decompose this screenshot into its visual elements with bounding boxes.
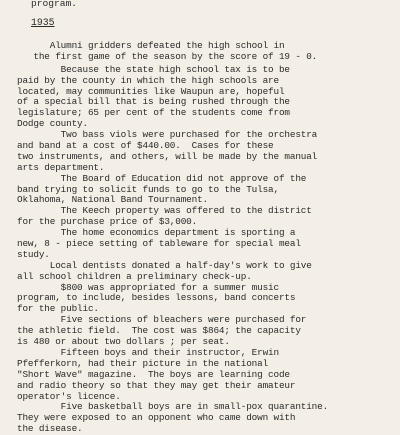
text-line: Fifteen boys and their instructor, Erwin [17, 346, 279, 358]
text-line: all school children a preliminary check-up. [17, 270, 252, 282]
text-line: arts department. [17, 161, 105, 173]
previous-page-fragment: program. [31, 0, 78, 9]
text-line: Alumni gridders defeated the high school in [17, 40, 285, 51]
text-line: legislature; 65 per cent of the students come from [17, 107, 290, 119]
text-line: the disease. [17, 423, 83, 435]
paragraph-dentists [17, 261, 400, 283]
paragraph-bass-viols [17, 130, 400, 174]
text-line: the first game of the season by the score of 19 - 0. [17, 50, 318, 62]
paragraph-summer-music [17, 283, 400, 316]
text-line: The Keech property was offered to the district [17, 205, 312, 217]
text-line: of a special bill that is being rushed through the [17, 96, 290, 108]
text-line: program, to include, besides lessons, band concerts [17, 292, 296, 304]
paragraph-quarantine [17, 402, 400, 435]
text-line: They were exposed to an opponent who came down with [17, 412, 296, 424]
text-line: "Short Wave" magazine. The boys are learning code [17, 368, 290, 380]
text-line: the athletic field. The cost was $864; the capacity [17, 325, 301, 337]
text-line: two instruments, and others, will be made by the manual [17, 150, 318, 162]
text-line: for the public. [17, 303, 99, 315]
paragraph-home-economics [17, 228, 400, 261]
text-line: study. [17, 248, 50, 260]
paragraph-alumni-game [17, 41, 400, 63]
text-line: Because the state high school tax is to be [17, 63, 290, 75]
text-line: and radio theory so that they may get their amateur [17, 379, 296, 391]
text-line: Two bass viols were purchased for the orchestra [17, 129, 318, 141]
document-body [17, 41, 400, 435]
text-line: new, 8 - piece setting of tableware for special meal [17, 238, 301, 250]
text-line: operator's licence. [17, 390, 121, 402]
text-line: Five basketball boys are in small-pox quarantine. [17, 401, 329, 413]
text-line: and band at a cost of $440.00. Cases for these [17, 140, 274, 152]
text-line: Five sections of bleachers were purchased for [17, 314, 307, 326]
text-line: located, may communities like Waupun are, hopeful [17, 85, 285, 97]
paragraph-bleachers [17, 315, 400, 348]
paragraph-keech-property [17, 206, 400, 228]
text-line: paid by the county in which the high schools are [17, 74, 279, 86]
paragraph-short-wave [17, 348, 400, 402]
text-line: Oklahoma, National Band Tournament. [17, 194, 209, 206]
text-line: $800 was appropriated for a summer music [17, 281, 279, 293]
text-line: Dodge county. [17, 118, 88, 130]
text-line: The Board of Education did not approve of the [17, 172, 307, 184]
text-line: The home economics department is sporting a [17, 227, 296, 239]
text-line: band trying to solicit funds to go to the Tulsa, [17, 183, 279, 195]
text-line: for the purchase price of $3,000. [17, 216, 198, 228]
text-line: Pfefferkorn, had their picture in the national [17, 357, 269, 369]
paragraph-state-tax [17, 65, 400, 130]
paragraph-board-of-education [17, 174, 400, 207]
text-line: Local dentists donated a half-day's work to give [17, 259, 312, 271]
text-line: is 480 or about two dollars ; per seat. [17, 336, 230, 348]
year-heading: 1935 [31, 17, 55, 28]
